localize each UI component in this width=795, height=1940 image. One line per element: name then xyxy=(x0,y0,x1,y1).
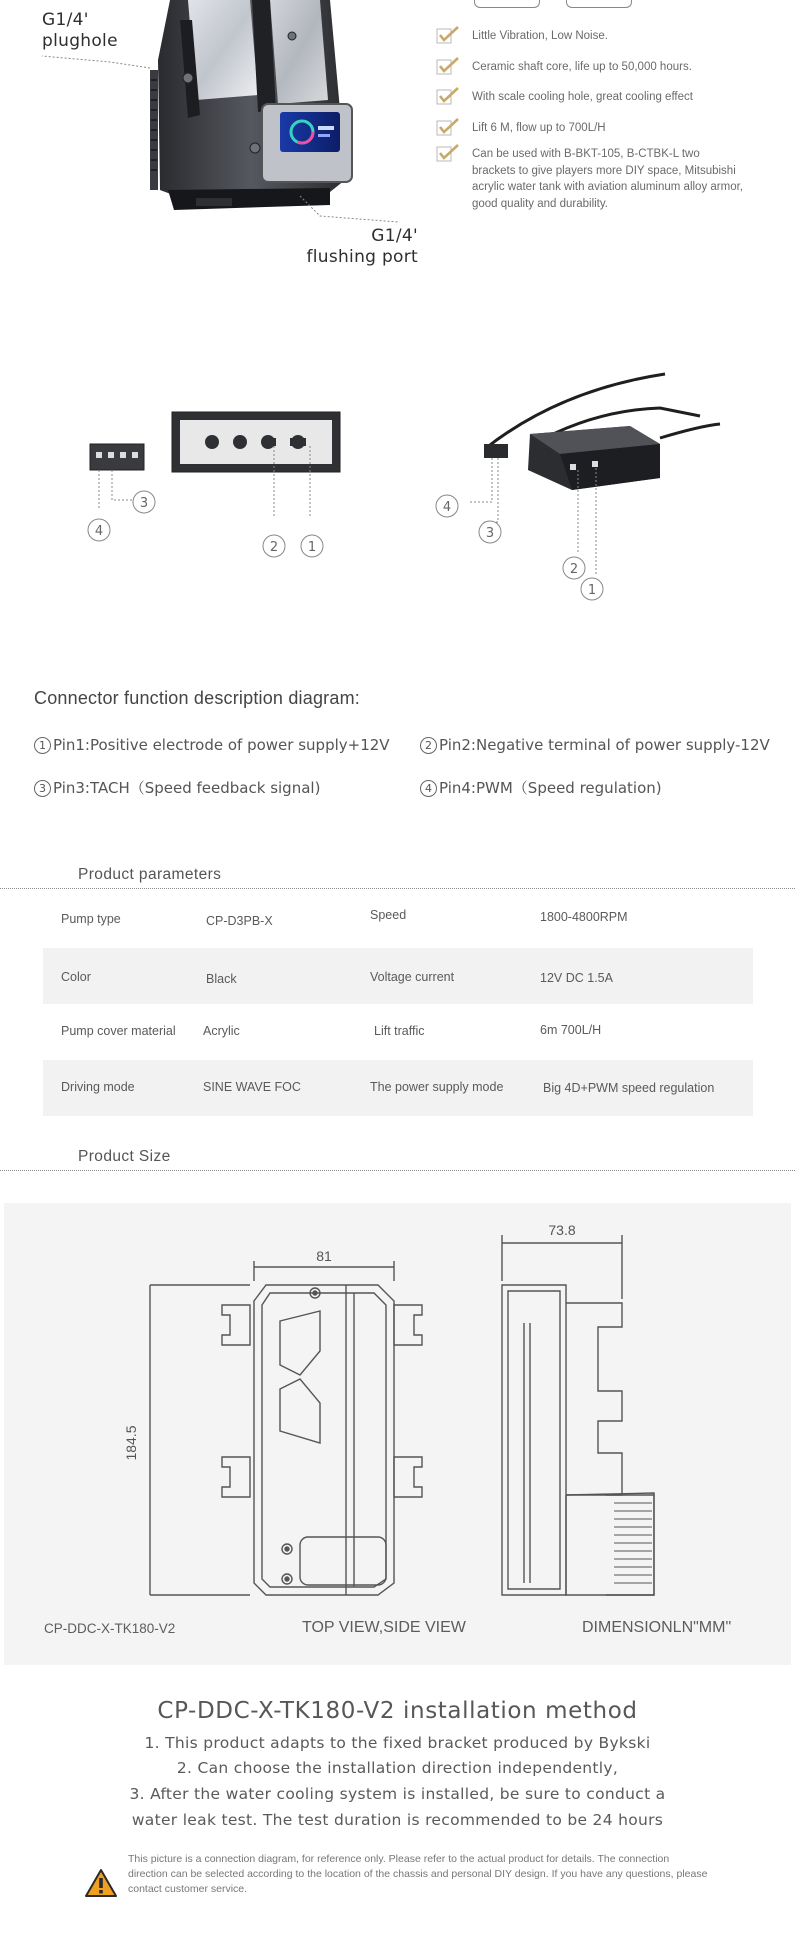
callout-4-right: 4 xyxy=(442,500,452,515)
param-value: 6m 700L/H xyxy=(540,1023,602,1037)
model-caption: CP-DDC-X-TK180-V2 xyxy=(44,1621,176,1636)
install-step: 2. Can choose the installation direction independently, xyxy=(176,1759,619,1777)
checkbox-icon xyxy=(436,57,462,77)
param-row xyxy=(43,892,753,948)
warning-icon xyxy=(84,1868,118,1898)
param-value: 12V DC 1.5A xyxy=(540,971,613,985)
install-step: 1. This product adapts to the fixed bracket produced by Bykski xyxy=(144,1734,651,1752)
param-key: Lift traffic xyxy=(374,1024,425,1038)
feature-item: Can be used with B-BKT-105, B-CTBK-L two brackets to give players more DIY space, Mitsubishi acrylic water tank with aviation aluminum alloy armor, good quality and durability. xyxy=(436,146,746,212)
callout-1-right: 1 xyxy=(587,583,597,598)
install-title: CP-DDC-X-TK180-V2 installation method xyxy=(157,1698,638,1724)
size-title: Product Size xyxy=(78,1148,171,1165)
install-step: 3. After the water cooling system is installed, be sure to conduct a xyxy=(129,1785,666,1803)
pin-number: 2 xyxy=(420,737,437,754)
param-value: Black xyxy=(206,972,237,986)
connector-diagram xyxy=(0,360,795,630)
checkbox-icon xyxy=(436,144,462,164)
pin-number: 1 xyxy=(34,737,51,754)
pin-4-desc: 4 Pin4:PWM（Speed regulation) xyxy=(420,777,662,798)
feature-item: Ceramic shaft core, life up to 50,000 hours. xyxy=(436,59,786,76)
molex-4d-plug xyxy=(172,412,340,472)
callout-2-right: 2 xyxy=(569,562,579,577)
connector-title: Connector function description diagram: xyxy=(34,688,360,708)
size-divider xyxy=(0,1170,795,1171)
callout-1-left: 1 xyxy=(307,540,317,555)
feature-item: Lift 6 M, flow up to 700L/H xyxy=(436,120,786,137)
param-key: Driving mode xyxy=(61,1080,135,1094)
dimension-panel xyxy=(4,1203,791,1665)
param-value: SINE WAVE FOC xyxy=(203,1080,301,1094)
param-key: Speed xyxy=(370,908,407,922)
param-row xyxy=(43,1060,753,1116)
molex-3d-plug xyxy=(484,374,720,490)
dimension-drawing xyxy=(4,1203,791,1665)
param-key: Pump type xyxy=(61,912,121,926)
pin-number: 4 xyxy=(420,780,437,797)
param-key: Pump cover material xyxy=(61,1024,176,1038)
param-value: Acrylic xyxy=(203,1024,240,1038)
checkbox-icon xyxy=(436,118,462,138)
small-4pin-plug xyxy=(90,444,144,470)
callout-2-left: 2 xyxy=(269,540,279,555)
param-value: 1800-4800RPM xyxy=(540,910,628,924)
notice-text: This picture is a connection diagram, for reference only. Please refer to the actual product for details. The connection direction can be selected according to the location of the chassis and personal DIY design. If you have any questions, please contact customer service. xyxy=(128,1853,708,1895)
callout-3-right: 3 xyxy=(485,526,495,541)
top-tab-right xyxy=(566,0,632,8)
top-tab-left xyxy=(474,0,540,8)
callout-4-left: 4 xyxy=(94,524,104,539)
parameters-title: Product parameters xyxy=(78,866,222,883)
flushing-port-label: G1/4' flushing port xyxy=(306,226,418,267)
parameters-divider xyxy=(0,888,795,889)
param-value: CP-D3PB-X xyxy=(206,914,273,928)
dim-depth-label: 73.8 xyxy=(548,1222,576,1238)
param-key: Voltage current xyxy=(370,970,455,984)
param-key: The power supply mode xyxy=(370,1080,504,1094)
feature-item: With scale cooling hole, great cooling effect xyxy=(436,89,786,106)
pin-3-desc: 3 Pin3:TACH（Speed feedback signal) xyxy=(34,777,320,798)
checkbox-icon xyxy=(436,26,462,46)
callout-3-left: 3 xyxy=(139,496,149,511)
param-row xyxy=(43,948,753,1004)
pin-1-desc: 1 Pin1:Positive electrode of power supply+12V xyxy=(34,736,390,754)
install-step: water leak test. The test duration is recommended to be 24 hours xyxy=(131,1811,664,1829)
checkbox-icon xyxy=(436,87,462,107)
param-key: Color xyxy=(61,970,91,984)
feature-item: Little Vibration, Low Noise. xyxy=(436,28,786,45)
pin-2-desc: 2 Pin2:Negative terminal of power supply-12V xyxy=(420,736,770,754)
param-value: Big 4D+PWM speed regulation xyxy=(543,1081,715,1095)
pin-number: 3 xyxy=(34,780,51,797)
views-caption: TOP VIEW,SIDE VIEW xyxy=(302,1619,466,1636)
dim-width-label: 81 xyxy=(316,1248,332,1264)
param-row xyxy=(43,1004,753,1060)
dim-height-label: 184.5 xyxy=(123,1425,139,1461)
units-caption: DIMENSIONLN"MM" xyxy=(582,1619,732,1636)
plughole-label: G1/4' plughole xyxy=(42,10,118,51)
feature-list xyxy=(436,28,786,212)
